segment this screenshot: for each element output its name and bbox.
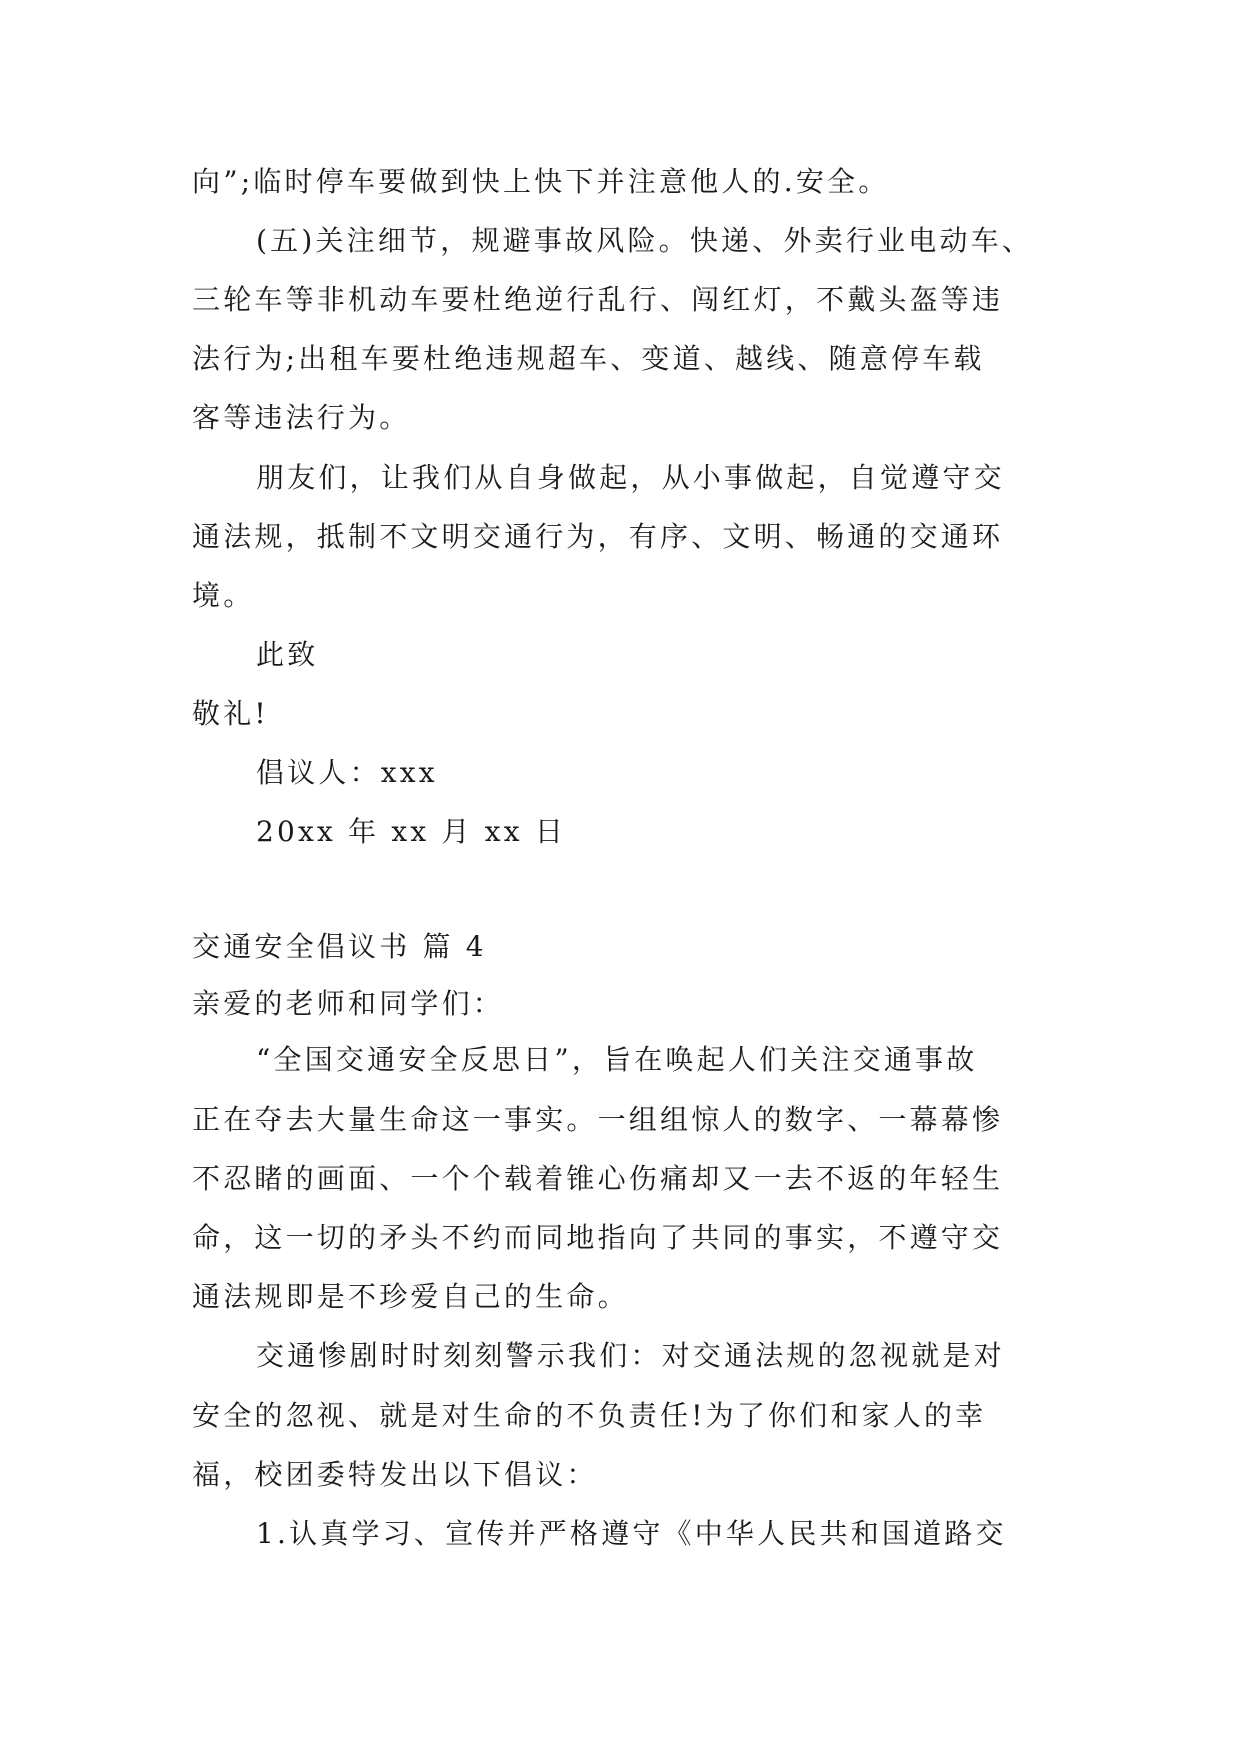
text-line: 1.认真学习、宣传并严格遵守《中华人民共和国道路交 bbox=[256, 1517, 1007, 1550]
text-line: 不忍睹的画面、一个个载着锥心伤痛却又一去不返的年轻生 bbox=[192, 1162, 1004, 1195]
closing-salutation: 此致 bbox=[256, 638, 319, 671]
text-line: 正在夺去大量生命这一事实。一组组惊人的数字、一幕幕惨 bbox=[192, 1103, 1004, 1136]
signatory: 倡议人：xxx bbox=[256, 756, 438, 789]
text-line: “全国交通安全反思日”，旨在唤起人们关注交通事故 bbox=[256, 1043, 978, 1076]
text-line: 福，校团委特发出以下倡议： bbox=[192, 1458, 598, 1491]
text-line: 境。 bbox=[192, 579, 255, 612]
text-line: (五)关注细节，规避事故风险。快递、外卖行业电动车、 bbox=[256, 224, 1034, 257]
section-title: 交通安全倡议书 篇 4 bbox=[192, 930, 487, 963]
text-line: 通法规即是不珍爱自己的生命。 bbox=[192, 1280, 629, 1313]
signature-date: 20xx 年 xx 月 xx 日 bbox=[256, 815, 567, 848]
text-line: 客等违法行为。 bbox=[192, 401, 411, 434]
text-line: 法行为;出租车要杜绝违规超车、变道、越线、随意停车载 bbox=[192, 342, 985, 375]
text-line: 三轮车等非机动车要杜绝逆行乱行、闯红灯，不戴头盔等违 bbox=[192, 283, 1004, 316]
closing-regards: 敬礼! bbox=[192, 697, 269, 730]
text-line: 朋友们，让我们从自身做起，从小事做起，自觉遵守交 bbox=[256, 461, 1005, 494]
text-line: 通法规，抵制不文明交通行为，有序、文明、畅通的交通环 bbox=[192, 520, 1004, 553]
text-line: 交通惨剧时时刻刻警示我们：对交通法规的忽视就是对 bbox=[256, 1339, 1005, 1372]
text-line: 安全的忽视、就是对生命的不负责任!为了你们和家人的幸 bbox=[192, 1399, 987, 1432]
text-line: 命，这一切的矛头不约而同地指向了共同的事实，不遵守交 bbox=[192, 1221, 1004, 1254]
text-line: 向”;临时停车要做到快上快下并注意他人的.安全。 bbox=[192, 165, 890, 198]
greeting: 亲爱的老师和同学们： bbox=[192, 987, 505, 1020]
